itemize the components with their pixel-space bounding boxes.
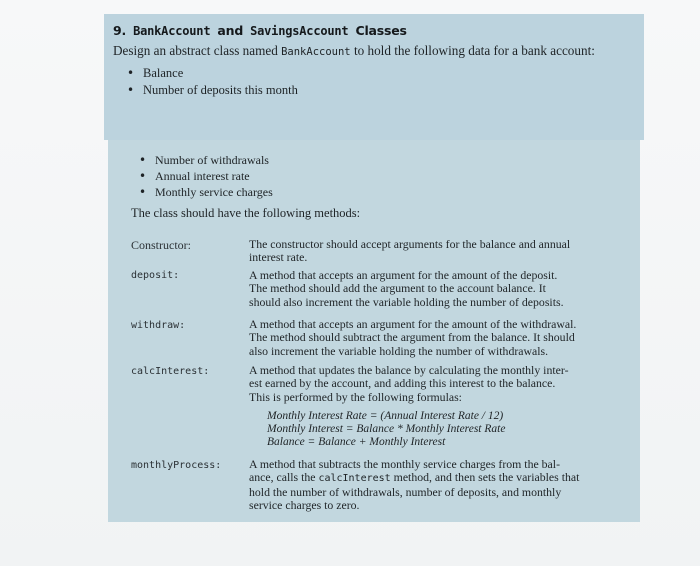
bullet-icon: • (139, 185, 147, 199)
methods-intro: The class should have the following methods: (131, 206, 361, 220)
problem-heading: 9. BankAccount and SavingsAccount Classes (113, 23, 407, 38)
data-item-balance: • Balance (127, 66, 184, 80)
method-term-withdraw: withdraw: (131, 320, 186, 331)
data-item-deposits: • Number of deposits this month (127, 83, 298, 97)
formula-list (267, 410, 505, 450)
data-item-interest-rate: • Annual interest rate (139, 169, 250, 183)
bullet-icon: • (139, 169, 147, 183)
method-desc-withdraw: A method that accepts an argument for the amount of the withdrawal. The method should subtract the argument from the balance. It should also increment the variable holding the number of withdrawals. (249, 317, 577, 358)
method-desc-deposit: A method that accepts an argument for the amount of the deposit. The method should add the argument to the account balance. It should also increment the variable holding the number of deposits. (249, 268, 564, 309)
bullet-icon: • (139, 153, 147, 167)
data-item-withdrawals: • Number of withdrawals (139, 153, 269, 167)
data-item-service-charges: • Monthly service charges (139, 185, 273, 199)
method-term-constructor: Constructor: (131, 238, 191, 252)
method-term-calcinterest: calcInterest: (131, 366, 210, 377)
intro-sentence: Design an abstract class named BankAccount to hold the following data for a bank account: (113, 43, 595, 58)
method-desc-calcinterest: A method that updates the balance by calculating the monthly inter- est earned by the account, and adding this interest to the balance. This is performed by the following formulas: (249, 363, 569, 404)
method-term-deposit: deposit: (131, 270, 180, 281)
bullet-icon: • (127, 66, 135, 80)
method-term-monthlyprocess: monthlyProcess: (131, 460, 222, 471)
formula-monthly-rate: Monthly Interest Rate = (Annual Interest Rate / 12) (267, 410, 504, 422)
method-desc-constructor: The constructor should accept arguments for the balance and annual interest rate. (249, 237, 571, 265)
method-desc-monthlyprocess: A method that subtracts the monthly service charges from the bal- ance, calls the calcInterest method, and then sets the variables that hold the number of withdrawals, number of deposits, and monthly service charges to zero. (249, 457, 580, 513)
bullet-icon: • (127, 83, 135, 97)
formula-monthly-interest: Monthly Interest = Balance * Monthly Interest Rate (267, 423, 506, 436)
formula-balance: Balance = Balance + Monthly Interest (267, 436, 446, 449)
